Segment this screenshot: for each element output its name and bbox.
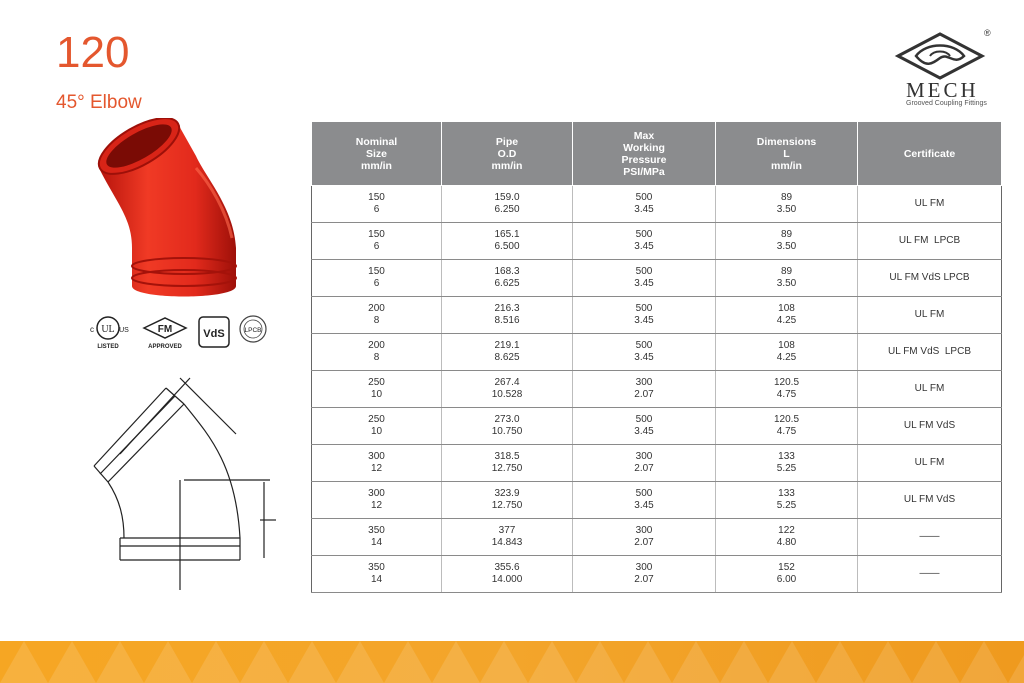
footer-triangle [240, 641, 288, 683]
cell-line: 318.5 [494, 451, 520, 462]
table-row [312, 371, 1002, 408]
pressure-cell [573, 519, 716, 556]
logo-tagline: Grooved Coupling Fittings [906, 100, 987, 107]
cell-line: 10.528 [491, 389, 523, 400]
cell-line: 2.07 [634, 537, 654, 548]
nominal-size-cell [312, 408, 442, 445]
pressure-cell [573, 186, 716, 223]
cell-line: 133 [778, 451, 795, 462]
dimension-l-cell [716, 186, 858, 223]
cell-line: 6 [373, 241, 380, 252]
product-subtitle: 45° Elbow [56, 92, 142, 113]
cell-line: 3.45 [634, 500, 654, 511]
cell-line: —— [919, 568, 940, 579]
cell-line: 12.750 [491, 463, 523, 474]
cell-line: 122 [778, 525, 795, 536]
cell-line: 355.6 [494, 562, 520, 573]
cell-line: 6.500 [494, 241, 520, 252]
ul-listed-label: LISTED [97, 344, 119, 350]
cell-line: 3.45 [634, 426, 654, 437]
certificate-cell [858, 408, 1002, 445]
cell-line: 89 [780, 192, 793, 203]
cell-line: 267.4 [494, 377, 520, 388]
mech-emblem-icon [890, 30, 990, 82]
cell-line: 6 [373, 204, 380, 215]
footer-triangle [0, 641, 48, 683]
cell-line: 108 [778, 303, 795, 314]
cell-line: 6 [373, 278, 380, 289]
cell-line: 500 [635, 192, 653, 203]
footer-triangle [912, 641, 960, 683]
table-row [312, 482, 1002, 519]
cell-line: 500 [635, 229, 653, 240]
cell-line: 10 [370, 389, 383, 400]
cell-line: 273.0 [494, 414, 520, 425]
nominal-size-cell [312, 371, 442, 408]
cell-line: 10.750 [491, 426, 523, 437]
cell-line: 14.000 [491, 574, 523, 585]
cell-line: UL FM VdS [903, 494, 956, 505]
footer-triangle [528, 641, 576, 683]
table-row [312, 334, 1002, 371]
nominal-size-cell [312, 260, 442, 297]
table-row [312, 297, 1002, 334]
pipe-od-cell [442, 408, 573, 445]
pressure-cell [573, 223, 716, 260]
ul-us-mark: US [119, 327, 129, 334]
cell-line: 3.50 [776, 278, 797, 289]
footer-triangle [576, 641, 624, 683]
cell-line: 3.45 [634, 204, 654, 215]
cell-line: 2.07 [634, 463, 654, 474]
footer-triangle [864, 641, 912, 683]
cell-line: 216.3 [494, 303, 520, 314]
cell-line: 300 [635, 451, 653, 462]
header-pipe-od: Pipe O.D mm/in [442, 122, 573, 186]
cell-line: 200 [368, 340, 385, 351]
cell-line: 14 [370, 537, 383, 548]
footer-triangle [624, 641, 672, 683]
footer-triangle [288, 641, 336, 683]
cell-line: 500 [635, 488, 653, 499]
cell-line: —— [919, 531, 940, 542]
cell-line: 4.25 [776, 352, 797, 363]
footer-pattern [0, 641, 1024, 683]
certificate-cell [858, 371, 1002, 408]
vds-icon [198, 316, 230, 348]
certificate-cell [858, 260, 1002, 297]
cell-line: 4.75 [776, 426, 797, 437]
dimension-l-cell [716, 260, 858, 297]
elbow-technical-drawing [80, 370, 280, 590]
cell-line: UL FM [914, 383, 945, 394]
cell-line: 200 [368, 303, 385, 314]
header-nominal-size: Nominal Size mm/in [312, 122, 442, 186]
cell-line: UL FM [914, 457, 945, 468]
cell-line: 500 [635, 414, 653, 425]
cell-line: 3.45 [634, 352, 654, 363]
cell-line: 300 [368, 488, 385, 499]
cell-line: 300 [635, 562, 653, 573]
cell-line: 150 [368, 266, 385, 277]
cell-line: 300 [368, 451, 385, 462]
registered-mark: ® [984, 28, 991, 38]
elbow-product-image [86, 118, 256, 308]
cell-line: 10 [370, 426, 383, 437]
cell-line: UL FM VdS LPCB [889, 272, 970, 283]
pipe-od-cell [442, 223, 573, 260]
certificate-cell [858, 334, 1002, 371]
certificate-cell [858, 186, 1002, 223]
table-row [312, 445, 1002, 482]
pipe-od-cell [442, 334, 573, 371]
pipe-od-cell [442, 482, 573, 519]
footer-triangle [816, 641, 864, 683]
nominal-size-cell [312, 482, 442, 519]
pipe-od-cell [442, 519, 573, 556]
footer-band [0, 641, 1024, 683]
cell-line: 14.843 [491, 537, 523, 548]
footer-triangle [384, 641, 432, 683]
header-dimensions: Dimensions L mm/in [716, 122, 858, 186]
pressure-cell [573, 371, 716, 408]
pressure-cell [573, 408, 716, 445]
footer-triangle [336, 641, 384, 683]
table-header-row [312, 122, 1002, 186]
table-row [312, 519, 1002, 556]
cell-line: 4.75 [776, 389, 797, 400]
dimension-l-cell [716, 408, 858, 445]
footer-triangle [432, 641, 480, 683]
cell-line: 377 [498, 525, 516, 536]
nominal-size-cell [312, 519, 442, 556]
cell-line: 6.625 [494, 278, 520, 289]
dimension-l-cell [716, 445, 858, 482]
nominal-size-cell [312, 223, 442, 260]
dimension-l-cell [716, 223, 858, 260]
specification-table [311, 121, 1002, 593]
footer-triangle [1008, 641, 1024, 683]
nominal-size-cell [312, 334, 442, 371]
footer-triangle [96, 641, 144, 683]
pipe-od-cell [442, 260, 573, 297]
cell-line: 12.750 [491, 500, 523, 511]
cell-line: 300 [635, 377, 653, 388]
pressure-cell [573, 445, 716, 482]
lpcb-icon [236, 314, 270, 348]
dimension-l-cell [716, 519, 858, 556]
dimension-l-cell [716, 482, 858, 519]
cell-line: 3.45 [634, 278, 654, 289]
cell-line: 8 [373, 315, 380, 326]
nominal-size-cell [312, 556, 442, 593]
cell-line: 500 [635, 340, 653, 351]
nominal-size-cell [312, 297, 442, 334]
footer-triangle [192, 641, 240, 683]
cell-line: 3.45 [634, 315, 654, 326]
footer-triangle [672, 641, 720, 683]
footer-triangle [48, 641, 96, 683]
cell-line: 150 [368, 229, 385, 240]
pressure-cell [573, 297, 716, 334]
table-row [312, 223, 1002, 260]
cell-line: 5.25 [776, 500, 797, 511]
cell-line: 3.45 [634, 241, 654, 252]
ul-mark: UL [101, 324, 115, 335]
cell-line: 152 [778, 562, 795, 573]
certification-logos [86, 312, 276, 352]
cell-line: 250 [368, 414, 385, 425]
certificate-cell [858, 223, 1002, 260]
pipe-od-cell [442, 297, 573, 334]
pressure-cell [573, 260, 716, 297]
table-row [312, 408, 1002, 445]
nominal-size-cell [312, 445, 442, 482]
dimension-l-cell [716, 334, 858, 371]
cell-line: UL FM VdS LPCB [888, 346, 971, 357]
cell-line: 500 [635, 266, 653, 277]
model-number: 120 [56, 28, 130, 77]
certificate-cell [858, 445, 1002, 482]
footer-triangle [144, 641, 192, 683]
cell-line: 6.00 [776, 574, 797, 585]
cell-line: 168.3 [494, 266, 520, 277]
dimension-l-cell [716, 556, 858, 593]
cell-line: UL FM LPCB [898, 235, 961, 246]
pipe-od-cell [442, 556, 573, 593]
table-row [312, 556, 1002, 593]
cell-line: 8.516 [494, 315, 520, 326]
pressure-cell [573, 482, 716, 519]
cell-line: 89 [780, 229, 793, 240]
cell-line: 150 [368, 192, 385, 203]
cell-line: UL FM [914, 198, 945, 209]
footer-triangle [720, 641, 768, 683]
dimension-l-cell [716, 371, 858, 408]
cell-line: 3.50 [776, 204, 797, 215]
cell-line: 133 [778, 488, 795, 499]
cell-line: 108 [778, 340, 795, 351]
dimension-l-cell [716, 297, 858, 334]
vds-mark: VdS [203, 328, 225, 340]
pipe-od-cell [442, 371, 573, 408]
cell-line: 300 [635, 525, 653, 536]
pipe-od-cell [442, 445, 573, 482]
certificate-cell [858, 482, 1002, 519]
cell-line: 159.0 [494, 192, 520, 203]
cell-line: 12 [370, 463, 383, 474]
cell-line: 120.5 [773, 377, 800, 388]
cell-line: 500 [635, 303, 653, 314]
ul-c-mark: c [90, 325, 94, 334]
cell-line: 2.07 [634, 389, 654, 400]
table-row [312, 260, 1002, 297]
footer-triangle [960, 641, 1008, 683]
cell-line: 120.5 [773, 414, 800, 425]
cell-line: 89 [780, 266, 793, 277]
ul-listed-icon [86, 314, 130, 350]
logo-wordmark: MECH [906, 78, 979, 102]
cell-line: 250 [368, 377, 385, 388]
cell-line: 8.625 [494, 352, 520, 363]
cell-line: UL FM [914, 309, 945, 320]
fm-mark: FM [157, 324, 173, 335]
cell-line: 3.50 [776, 241, 797, 252]
certificate-cell [858, 519, 1002, 556]
header-certificate: Certificate [858, 122, 1002, 186]
cell-line: 12 [370, 500, 383, 511]
cell-line: 8 [373, 352, 380, 363]
pressure-cell [573, 334, 716, 371]
table-row [312, 186, 1002, 223]
nominal-size-cell [312, 186, 442, 223]
footer-triangle [768, 641, 816, 683]
certificate-cell [858, 297, 1002, 334]
pipe-od-cell [442, 186, 573, 223]
cell-line: 4.25 [776, 315, 797, 326]
cell-line: UL FM VdS [903, 420, 956, 431]
fm-approved-label: APPROVED [148, 344, 182, 350]
cell-line: 6.250 [494, 204, 520, 215]
cell-line: 323.9 [494, 488, 520, 499]
cell-line: 5.25 [776, 463, 797, 474]
cell-line: 4.80 [776, 537, 797, 548]
cell-line: 2.07 [634, 574, 654, 585]
cell-line: 165.1 [494, 229, 520, 240]
mech-logo [886, 28, 996, 114]
certificate-cell [858, 556, 1002, 593]
cell-line: 350 [368, 525, 385, 536]
fm-approved-icon [140, 314, 190, 350]
cell-line: 14 [370, 574, 383, 585]
lpcb-mark: LPCB [244, 327, 262, 334]
header-max-working-pressure: Max Working Pressure PSI/MPa [573, 122, 716, 186]
cell-line: 219.1 [494, 340, 520, 351]
footer-triangle [480, 641, 528, 683]
pressure-cell [573, 556, 716, 593]
cell-line: 350 [368, 562, 385, 573]
